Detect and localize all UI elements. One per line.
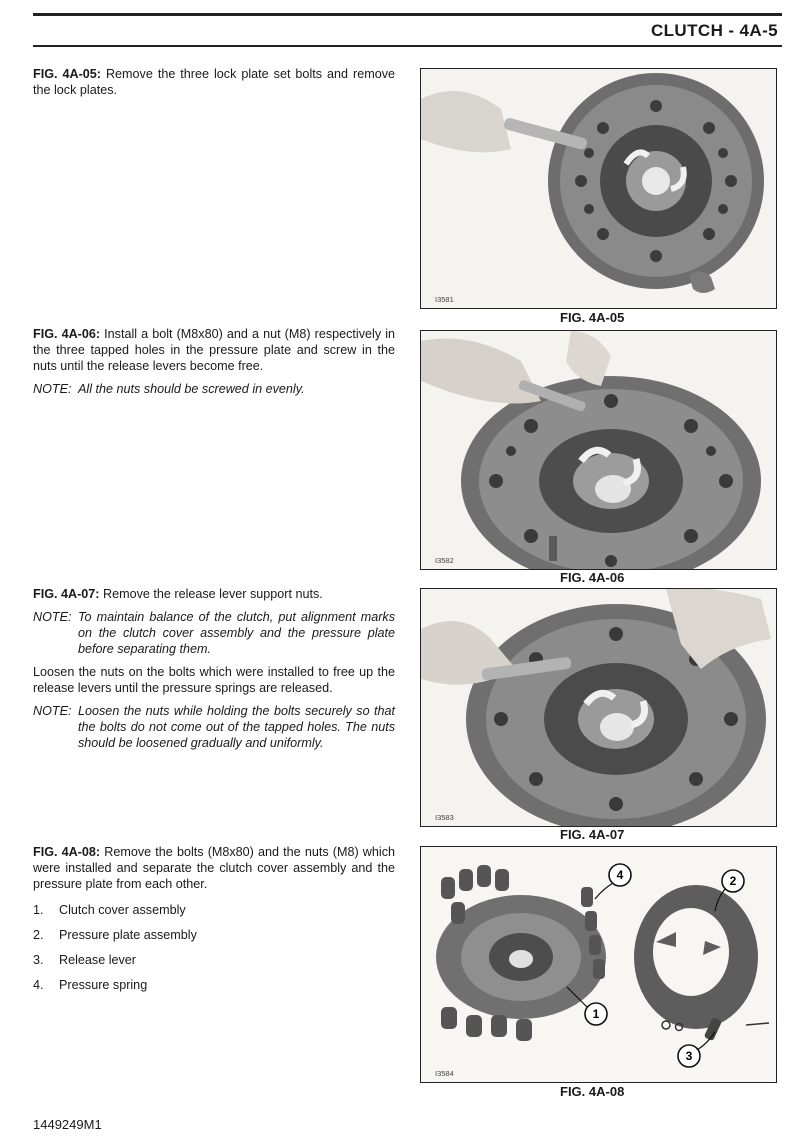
document-number: 1449249M1 (33, 1117, 102, 1132)
figure-caption: FIG. 4A-07 (560, 827, 625, 842)
instruction-paragraph: Loosen the nuts on the bolts which were installed to free up the release levers until the pressure springs are released. (33, 665, 395, 695)
note-text: Loosen the nuts while holding the bolts securely so that the bolts do not come out of the tapped holes. The nuts should be loosened gradually and uniformly. (78, 704, 395, 750)
clutch-lock-plate-photo (421, 69, 776, 308)
figure-caption: FIG. 4A-08 (560, 1084, 625, 1099)
note-text: To maintain balance of the clutch, put alignment marks on the clutch cover assembly and the pressure plate before separating them. (78, 610, 395, 656)
photo-fig-4a-05 (420, 68, 777, 309)
callout-2: 2 (729, 874, 737, 888)
section-4a-08-text (33, 844, 395, 1002)
photo-id: I3583 (435, 813, 454, 822)
header-rule-top (33, 13, 782, 16)
list-item: 4. Pressure spring (33, 978, 148, 992)
note-text: All the nuts should be screwed in evenly. (78, 382, 305, 396)
note (33, 609, 395, 657)
note-label: NOTE: (33, 704, 72, 718)
figure-caption: FIG. 4A-05 (560, 310, 625, 325)
photo-fig-4a-06 (420, 330, 777, 570)
release-lever-nut-photo (421, 589, 776, 826)
section-4a-06-text (33, 326, 395, 404)
list-item: 3. Release lever (33, 953, 137, 967)
instruction-text: Remove the bolts (M8x80) and the nuts (M8) which were installed and separate the clutch cover assembly and the pressure plate from each other. (33, 845, 395, 891)
photo-fig-4a-08 (420, 846, 777, 1083)
note (33, 703, 395, 751)
fig-ref: FIG. 4A-08: (33, 845, 101, 859)
header-rule-bottom (33, 45, 782, 47)
bolt-install-photo (421, 331, 776, 569)
section-4a-07-text (33, 586, 395, 758)
fig-ref: FIG. 4A-06: (33, 327, 101, 341)
callout-1: 1 (592, 1007, 600, 1021)
figure-caption: FIG. 4A-06 (560, 570, 625, 585)
callout-4: 4 (616, 868, 624, 882)
instruction-text: Install a bolt (M8x80) and a nut (M8) respectively in the three tapped holes in the pressure plate and screw in the nuts until the release levers become free. (33, 327, 396, 373)
exploded-clutch-photo (421, 847, 776, 1082)
photo-fig-4a-07 (420, 588, 777, 827)
section-4a-05-text (33, 66, 395, 105)
fig-ref: FIG. 4A-05: (33, 67, 101, 81)
note-label: NOTE: (33, 382, 72, 396)
photo-id: I3582 (435, 556, 454, 565)
fig-ref: FIG. 4A-07: (33, 587, 100, 601)
note-label: NOTE: (33, 610, 72, 624)
note (33, 381, 395, 397)
callout-3: 3 (685, 1049, 693, 1063)
parts-list (33, 902, 395, 993)
list-item: 2. Pressure plate assembly (33, 928, 197, 942)
instruction-text: Remove the release lever support nuts. (99, 587, 323, 601)
list-item: 1. Clutch cover assembly (33, 903, 186, 917)
photo-id: I3584 (435, 1069, 454, 1078)
page-title: CLUTCH - 4A-5 (650, 21, 778, 40)
instruction-text: Remove the three lock plate set bolts and remove the lock plates. (33, 67, 395, 97)
photo-id: I3581 (435, 295, 454, 304)
